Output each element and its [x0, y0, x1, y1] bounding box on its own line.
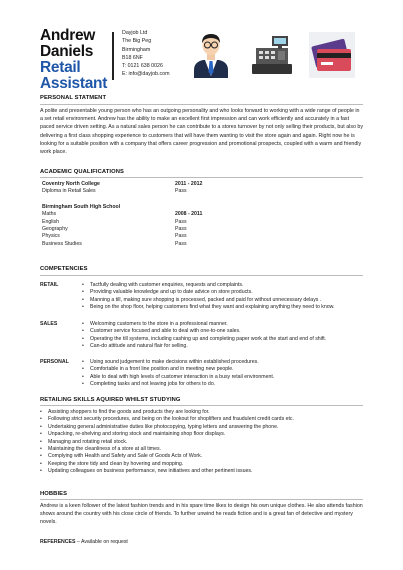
- grade: Pass: [175, 240, 187, 247]
- qualification-row: [42, 241, 363, 248]
- list-item: • Customer service focused and able to deal with one-to-one sales.: [82, 328, 367, 335]
- list-item: • Updating colleagues on business performance, new initiatives and other pertinent issues.: [40, 468, 363, 475]
- grade: Pass: [175, 226, 187, 233]
- divider: [40, 177, 363, 178]
- candidate-name: [40, 28, 107, 92]
- list-item: • Maintaining the cleanliness of a store at all times.: [40, 446, 363, 453]
- competency-list-personal: [82, 359, 367, 389]
- section-heading-academic: ACADEMIC QUALIFICATIONS: [40, 169, 124, 175]
- divider: [40, 275, 363, 276]
- subject: English: [42, 218, 60, 225]
- skills-list: [40, 409, 363, 476]
- list-item: • Able to deal with high levels of customer interaction in a busy retail environment.: [82, 374, 367, 381]
- list-item: • Managing and rotating retail stock.: [40, 439, 363, 446]
- subject: Geography: [42, 226, 68, 233]
- list-item: • Complying with Health and Safety and Sale of Goods Acts of Work.: [40, 453, 363, 460]
- qualification-row: [42, 211, 363, 218]
- qualification-row: [42, 219, 363, 226]
- list-item: • Unpacking, re-shelving and storing stock and maintaining shop floor displays.: [40, 431, 363, 438]
- header-divider: [112, 32, 114, 80]
- credit-cards-icon: [309, 32, 355, 78]
- subject: Maths: [42, 211, 57, 218]
- list-item: • Keeping the store tidy and clean by hovering and mopping.: [40, 461, 363, 468]
- list-item: • Completing tasks and not leaving jobs for others to do.: [82, 381, 367, 388]
- grade: Pass: [175, 188, 187, 195]
- school-years: 2011 - 2012: [175, 181, 203, 187]
- address-line: B18 6NF: [122, 54, 143, 61]
- grade: Pass: [175, 218, 187, 225]
- competency-label-sales: SALES: [40, 321, 58, 327]
- grade: Pass: [175, 233, 187, 240]
- academic-block: [42, 181, 363, 248]
- list-item: • Tactfully dealing with customer enquiries, requests and complaints.: [82, 282, 367, 289]
- job-title-line2: Assistant: [40, 75, 108, 92]
- list-item: • Operating the till systems, including cashing up and completing paper work at the start and end of shift.: [82, 336, 367, 343]
- qualification-row: [42, 226, 363, 233]
- qualification-row: [42, 233, 363, 240]
- references-label: REFERENCES: [40, 539, 76, 545]
- competency-label-retail: RETAIL: [40, 282, 59, 288]
- address-line: The Big Peg: [122, 38, 152, 45]
- businessman-icon: [190, 30, 232, 78]
- list-item: • Following strict security procedures, and being on the lookout for shoplifters and fraudulent credit cards etc.: [40, 416, 363, 423]
- telephone: T: 0121 638 0026: [122, 63, 163, 70]
- school-years: 2008 - 2011: [175, 211, 203, 218]
- subject: Physics: [42, 233, 60, 240]
- address-line: Dayjob Ltd: [122, 30, 148, 36]
- divider: [40, 104, 363, 105]
- school-row: [42, 204, 363, 211]
- competency-list-sales: [82, 321, 367, 351]
- contact-block: [122, 29, 169, 79]
- list-item: • Manning a till, making sure shopping is processed, packed and paid for without unnecessary delays .: [82, 297, 367, 304]
- list-item: • Using sound judgement to make decisions within established procedures.: [82, 359, 367, 366]
- school-name: Coventry North College: [42, 181, 100, 187]
- references-line: [40, 539, 128, 546]
- competency-list-retail: [82, 282, 367, 312]
- address-line: Birmingham: [122, 46, 151, 53]
- competency-label-personal: PERSONAL: [40, 359, 69, 365]
- references-text: – Available on request: [75, 539, 128, 545]
- section-heading-competencies: COMPETENCIES: [40, 266, 88, 272]
- list-item: • Can-do attitude and natural flair for selling.: [82, 343, 367, 350]
- list-item: • Being on the shop floor, helping customers find what they want and explaining anything they need to know.: [82, 304, 367, 311]
- divider: [40, 499, 363, 500]
- school-row: [42, 181, 363, 188]
- email: E: info@dayjob.com: [122, 71, 170, 78]
- cash-register-icon: [250, 34, 294, 76]
- list-item: • Welcoming customers to the store in a professional manner.: [82, 321, 367, 328]
- qualification-row: [42, 188, 363, 195]
- subject: Business Studies: [42, 240, 82, 247]
- school-name: Birmingham South High School: [42, 203, 121, 210]
- section-heading-personal: PERSONAL STATMENT: [40, 95, 107, 101]
- section-heading-skills: RETAILING SKILLS AQUIRED WHILST STUDYING: [40, 397, 181, 403]
- list-item: • Comfortable in a front line position and in meeting new people.: [82, 366, 367, 373]
- name-last: Daniels: [40, 43, 94, 60]
- list-item: • Undertaking general administrative duties like photocopying, typing letters and answering the phone.: [40, 424, 363, 431]
- section-heading-hobbies: HOBBIES: [40, 491, 68, 497]
- list-item: • Providing valuable knowledge and up to date advice on store products.: [82, 289, 367, 296]
- divider: [40, 405, 363, 406]
- personal-statement: A polite and presentable young person who has an outgoing personality and who looks forward to working with a wide range of people in a set retail environment. Andrew has the ability to make an excellent first impression and can work efficiently and accurately in a fast paced service driven setting. As a natural sales person he can contribute to a stores turnover by not only selling their products, but also by delivering a first class shopping experience to customers that will have them wanting to visit the store again and again. Right now he is looking for a suitable position with a company that offers career progression and promotional prospects, coupled with a warm and friendly work place.: [40, 108, 363, 156]
- name-first: Andrew: [40, 27, 96, 44]
- hobbies-text: Andrew is a keen follower of the latest fashion trends and in his spare time likes to design his own unique clothes. He also attends fashion shows around the country with his close circle of friends. To further unwind he reads fiction and is a great fan of detective and mystery novels.: [40, 503, 363, 526]
- subject: Diploma in Retail Sales: [42, 188, 96, 195]
- job-title-line1: Retail: [40, 59, 81, 76]
- list-item: • Assisting shoppers to find the goods and products they are looking for.: [40, 409, 363, 416]
